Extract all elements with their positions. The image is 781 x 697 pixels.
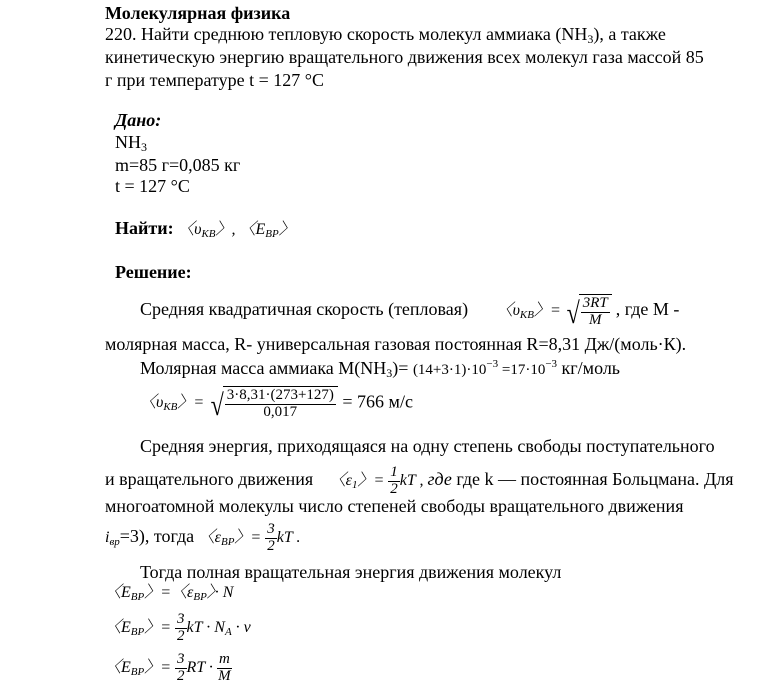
equation-2: 〈EВР〉= $\frac{3}{2}$ kT · NA · ν bbox=[105, 611, 251, 644]
rms-speed-formula: 〈υКВ〉= √ $\frac{3RT}{M}$ bbox=[497, 302, 616, 319]
given-line-1: $NH_3$ bbox=[115, 132, 147, 154]
rotational-energy-formula: 〈εВР〉= $\frac{3}{2}$ kT . bbox=[198, 521, 301, 554]
solution-p1: Средняя квадратичная скорость (тепловая) 〈υКВ〉= √ $\frac{3RT}{M}$ , где М - bbox=[140, 295, 680, 330]
given-line-2: m=85 г=0,085 кг bbox=[115, 155, 241, 175]
solution-p4: Средняя энергия, приходящаяся на одну степень свободы поступательного bbox=[140, 436, 715, 456]
energy-per-degree-formula: 〈ε1〉= $\frac{1}{2}$ kT , bbox=[329, 464, 428, 497]
find-formula: 〈υКВ〉, 〈EВР〉 bbox=[178, 221, 295, 240]
solution-p7: iвр=3), тогда 〈εВР〉= $\frac{3}{2}$ kT . bbox=[105, 521, 301, 554]
solution-p8: Тогда полная вращательная энергия движения молекул bbox=[140, 562, 562, 582]
section-title: Молекулярная физика bbox=[105, 3, 291, 23]
given-label: Дано: bbox=[115, 110, 162, 130]
solution-p3: Молярная масса аммиака $M(NH_3)= (14+3\cdot 1)\cdot 10^{-3} =17\cdot 10^{-3}$ кг/моль bbox=[140, 358, 621, 380]
problem-line-1: 220. Найти среднюю тепловую скорость молекул аммиака $(NH_3)$, а также bbox=[105, 24, 666, 46]
solution-p2: молярная масса, R- универсальная газовая постоянная R=8,31 Дж/(моль·К). bbox=[105, 334, 687, 354]
equation-3: 〈EВР〉= $\frac{3}{2}$ RT · $\frac{m}{M}$ bbox=[105, 651, 231, 684]
equation-1: 〈EВР〉=〈εВР〉· N bbox=[105, 584, 234, 603]
velocity-calculation: 〈υКВ〉= √ $\frac{3\cdot 8,31\cdot(273+127)}{0,017}$ = 766 м/с bbox=[140, 387, 413, 422]
solution-p5: и вращательного движения 〈ε1〉= $\frac{1}{2}$ kT , где где k — постоянная Больцмана. Для bbox=[105, 464, 734, 497]
problem-line-3: г при температуре t = 127 °C bbox=[105, 70, 325, 90]
solution-label: Решение: bbox=[115, 262, 192, 282]
find-line: Найти: 〈υКВ〉, 〈EВР〉 bbox=[115, 218, 295, 240]
solution-p6: многоатомной молекулы число степеней свободы вращательного движения bbox=[105, 496, 684, 516]
given-line-3: t = 127 °C bbox=[115, 176, 190, 196]
problem-line-2: кинетическую энергию вращательного движения всех молекул газа массой 85 bbox=[105, 47, 704, 67]
molar-mass-formula: $(14+3\cdot 1)\cdot 10^{-3} =17\cdot 10^{-3}$ bbox=[412, 358, 558, 378]
